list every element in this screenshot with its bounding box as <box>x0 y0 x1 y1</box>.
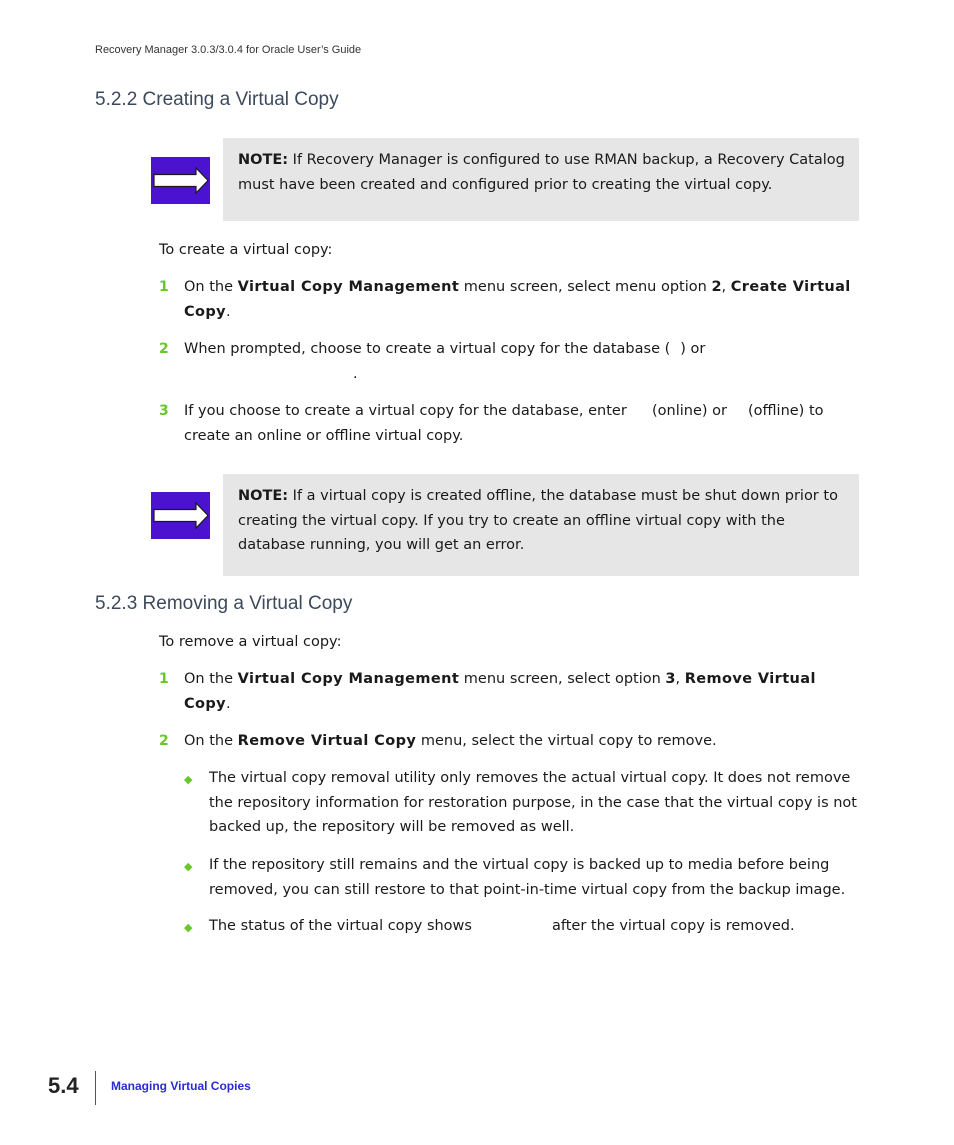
note-label: NOTE: <box>238 488 289 504</box>
step-number: 3 <box>159 403 169 419</box>
bullet-item-status-b: after the virtual copy is removed. <box>552 918 795 934</box>
bullet-item: The virtual copy removal utility only removes the actual virtual copy. It does not remove the repository information for restoration purpose, in the case that the virtual copy is not backed up, the repository will be removed as well. <box>209 770 857 835</box>
diamond-bullet-icon: ◆ <box>184 860 193 873</box>
step-create-2-line1 <box>184 337 705 362</box>
menu-name: Remove Virtual Copy <box>237 733 417 749</box>
menu-option-number: 2 <box>711 279 722 295</box>
step-text: , <box>675 671 685 687</box>
menu-name: Virtual Copy Management <box>237 671 460 687</box>
step-number: 2 <box>159 341 169 357</box>
step-number: 1 <box>159 279 169 295</box>
step-remove-2 <box>184 729 856 754</box>
step-text: On the <box>184 279 238 295</box>
step-text: menu screen, select option <box>459 671 666 687</box>
menu-option-number: 3 <box>665 671 676 687</box>
bullet-item-status-a: The status of the virtual copy shows <box>209 918 472 934</box>
diamond-bullet-icon: ◆ <box>184 773 193 786</box>
note-box-offline <box>223 474 859 576</box>
step-create-1 <box>184 275 856 324</box>
footer-divider <box>95 1071 96 1105</box>
page-number: 5.4 <box>48 1073 79 1098</box>
step-text: menu screen, select menu option <box>459 279 712 295</box>
note-arrow-icon <box>151 492 210 539</box>
intro-create: To create a virtual copy: <box>159 242 333 258</box>
running-head: Recovery Manager 3.0.3/3.0.4 for Oracle User’s Guide <box>95 44 362 56</box>
section-title-creating-virtual-copy: 5.2.2 Creating a Virtual Copy <box>95 89 339 110</box>
step-text: menu, select the virtual copy to remove. <box>416 733 717 749</box>
menu-option-name: Remove Virtual Copy <box>184 671 816 712</box>
step-text: On the <box>184 671 238 687</box>
bullet-item: If the repository still remains and the virtual copy is backed up to media before being removed, you can still restore to that point-in-time virtual copy from the backup image. <box>209 857 846 898</box>
section-title-removing-virtual-copy: 5.2.3 Removing a Virtual Copy <box>95 593 353 614</box>
step-remove-1 <box>184 667 856 716</box>
note-arrow-icon <box>151 157 210 204</box>
note-text-rman <box>238 148 850 197</box>
note-box-rman <box>223 138 859 221</box>
menu-option-name: Create Virtual Copy <box>184 279 851 320</box>
step-text: . <box>226 695 231 712</box>
menu-name: Virtual Copy Management <box>237 279 460 295</box>
step-text: On the <box>184 733 238 749</box>
step-text: ) or <box>680 341 706 357</box>
step-create-3-b: (online) or <box>652 403 727 419</box>
note-label: NOTE: <box>238 152 289 168</box>
note-body: If a virtual copy is created offline, the database must be shut down prior to creating the virtual copy. If you try to create an offline virtual copy with the database running, you will get an error. <box>238 488 838 553</box>
step-text: , <box>721 279 731 295</box>
step-text: When prompted, choose to create a virtual copy for the database ( <box>184 341 671 357</box>
note-body: If Recovery Manager is configured to use RMAN backup, a Recovery Catalog must have been created and configured prior to creating the virtual copy. <box>238 152 845 193</box>
step-number: 1 <box>159 671 169 687</box>
diamond-bullet-icon: ◆ <box>184 921 193 934</box>
step-create-3-a: If you choose to create a virtual copy for the database, enter <box>184 403 627 419</box>
step-create-2-line2: . <box>353 366 358 382</box>
note-text-offline <box>238 484 850 558</box>
step-create-3-c: (offline) to create an online or offline virtual copy. <box>184 403 824 444</box>
step-text: . <box>226 303 231 320</box>
intro-remove: To remove a virtual copy: <box>159 634 342 650</box>
footer-chapter-title: Managing Virtual Copies <box>111 1079 251 1093</box>
step-number: 2 <box>159 733 169 749</box>
